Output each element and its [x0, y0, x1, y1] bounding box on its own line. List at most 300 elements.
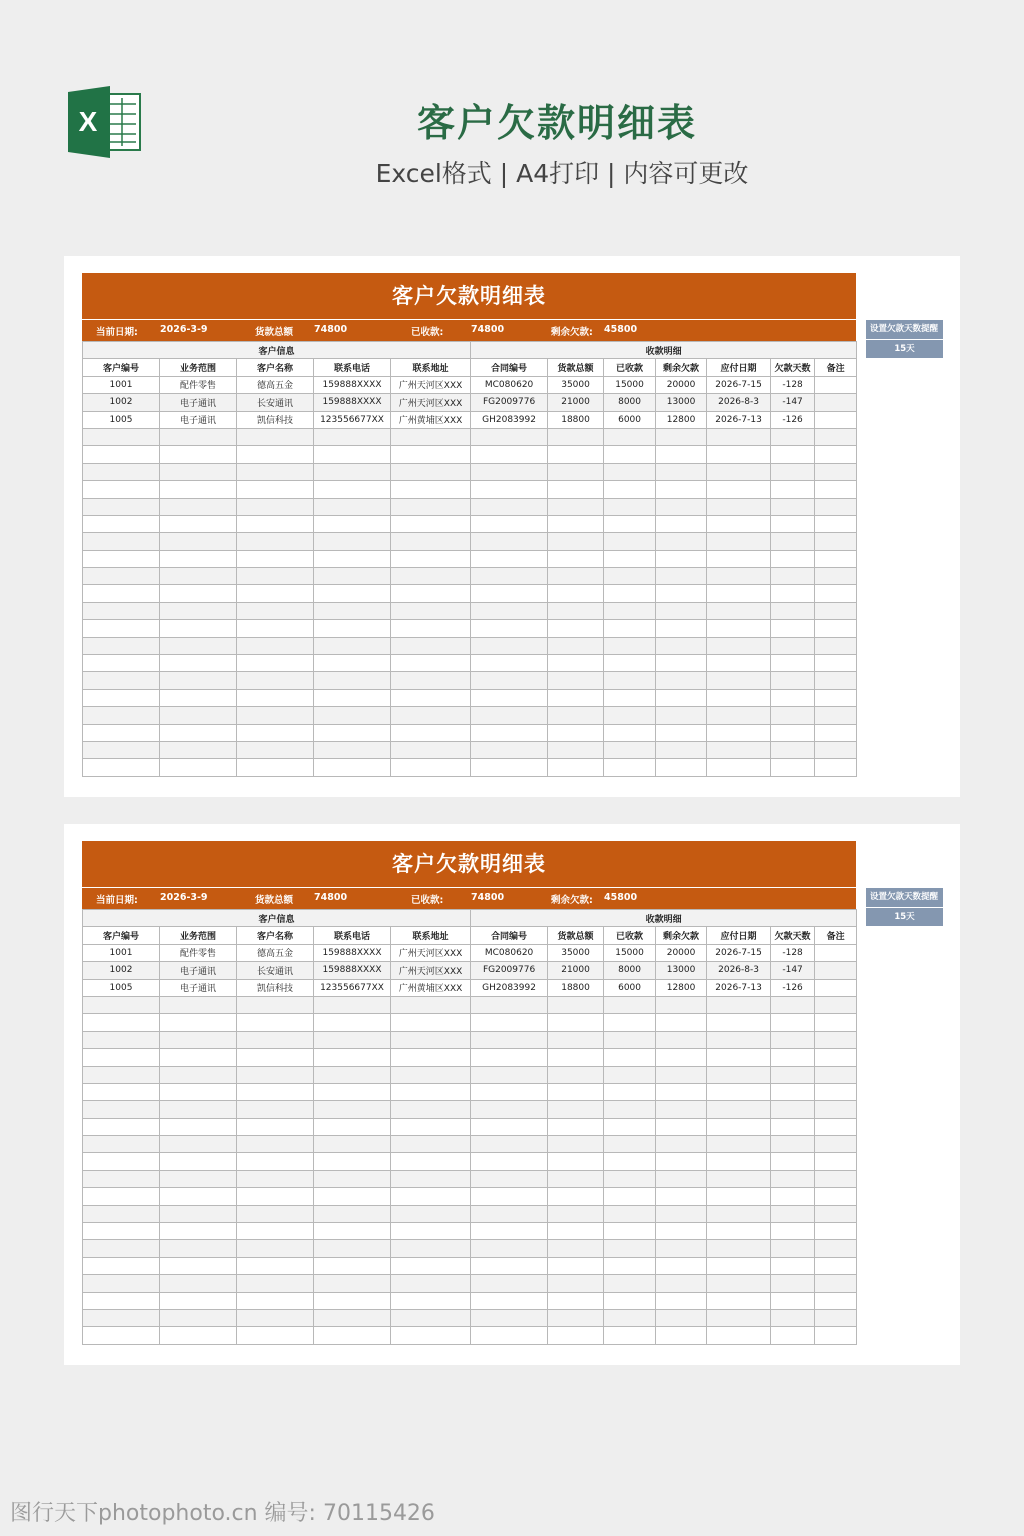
empty-cell[interactable]	[656, 1223, 707, 1240]
table-cell[interactable]	[815, 394, 857, 411]
empty-cell[interactable]	[604, 1327, 656, 1344]
empty-cell[interactable]	[237, 1257, 314, 1274]
empty-cell[interactable]	[604, 1240, 656, 1257]
empty-cell[interactable]	[471, 689, 548, 706]
empty-cell[interactable]	[314, 533, 391, 550]
empty-cell[interactable]	[604, 1223, 656, 1240]
empty-cell[interactable]	[656, 550, 707, 567]
empty-cell[interactable]	[471, 1205, 548, 1222]
empty-cell[interactable]	[83, 637, 160, 654]
empty-cell[interactable]	[707, 428, 771, 445]
empty-cell[interactable]	[237, 672, 314, 689]
empty-cell[interactable]	[237, 481, 314, 498]
empty-cell[interactable]	[83, 655, 160, 672]
empty-cell[interactable]	[771, 463, 815, 480]
empty-cell[interactable]	[815, 463, 857, 480]
empty-cell[interactable]	[815, 724, 857, 741]
empty-cell[interactable]	[604, 637, 656, 654]
empty-cell[interactable]	[160, 655, 237, 672]
empty-cell[interactable]	[548, 463, 604, 480]
empty-cell[interactable]	[160, 741, 237, 758]
empty-cell[interactable]	[604, 1083, 656, 1100]
empty-cell[interactable]	[237, 1083, 314, 1100]
table-cell[interactable]: 2026-7-13	[707, 411, 771, 428]
empty-cell[interactable]	[83, 585, 160, 602]
empty-cell[interactable]	[548, 1031, 604, 1048]
table-cell[interactable]: 20000	[656, 944, 707, 961]
empty-cell[interactable]	[771, 428, 815, 445]
empty-cell[interactable]	[471, 996, 548, 1013]
table-cell[interactable]: -128	[771, 944, 815, 961]
empty-cell[interactable]	[160, 672, 237, 689]
empty-cell[interactable]	[548, 1153, 604, 1170]
empty-cell[interactable]	[83, 1014, 160, 1031]
empty-cell[interactable]	[471, 1240, 548, 1257]
empty-cell[interactable]	[83, 672, 160, 689]
table-cell[interactable]: 21000	[548, 962, 604, 979]
empty-cell[interactable]	[237, 602, 314, 619]
empty-cell[interactable]	[604, 1188, 656, 1205]
table-cell[interactable]: 德高五金	[237, 376, 314, 393]
table-cell[interactable]: 凯信科技	[237, 979, 314, 996]
empty-cell[interactable]	[548, 1066, 604, 1083]
table-cell[interactable]: 123556677XX	[314, 979, 391, 996]
empty-cell[interactable]	[656, 1136, 707, 1153]
empty-cell[interactable]	[604, 585, 656, 602]
empty-cell[interactable]	[391, 1275, 471, 1292]
empty-cell[interactable]	[604, 463, 656, 480]
empty-cell[interactable]	[314, 655, 391, 672]
empty-cell[interactable]	[471, 759, 548, 776]
table-cell[interactable]: 1001	[83, 944, 160, 961]
empty-cell[interactable]	[391, 515, 471, 532]
empty-cell[interactable]	[391, 602, 471, 619]
empty-cell[interactable]	[548, 498, 604, 515]
empty-cell[interactable]	[656, 568, 707, 585]
empty-cell[interactable]	[314, 637, 391, 654]
empty-cell[interactable]	[707, 1170, 771, 1187]
empty-cell[interactable]	[471, 707, 548, 724]
table-cell[interactable]: 电子通讯	[160, 411, 237, 428]
table-cell[interactable]: 配件零售	[160, 376, 237, 393]
empty-cell[interactable]	[314, 1257, 391, 1274]
empty-cell[interactable]	[771, 741, 815, 758]
empty-cell[interactable]	[771, 996, 815, 1013]
empty-cell[interactable]	[771, 1257, 815, 1274]
empty-cell[interactable]	[314, 1049, 391, 1066]
empty-cell[interactable]	[771, 724, 815, 741]
table-cell[interactable]: 159888XXXX	[314, 944, 391, 961]
empty-cell[interactable]	[771, 481, 815, 498]
empty-cell[interactable]	[314, 996, 391, 1013]
empty-cell[interactable]	[548, 1101, 604, 1118]
empty-cell[interactable]	[314, 428, 391, 445]
empty-cell[interactable]	[707, 498, 771, 515]
empty-cell[interactable]	[160, 1136, 237, 1153]
table-cell[interactable]: 8000	[604, 962, 656, 979]
empty-cell[interactable]	[656, 689, 707, 706]
empty-cell[interactable]	[604, 741, 656, 758]
empty-cell[interactable]	[815, 533, 857, 550]
empty-cell[interactable]	[391, 1240, 471, 1257]
table-cell[interactable]: 8000	[604, 394, 656, 411]
table-cell[interactable]: 1005	[83, 979, 160, 996]
table-cell[interactable]: 长安通讯	[237, 394, 314, 411]
empty-cell[interactable]	[237, 620, 314, 637]
empty-cell[interactable]	[815, 620, 857, 637]
empty-cell[interactable]	[656, 1049, 707, 1066]
empty-cell[interactable]	[771, 550, 815, 567]
empty-cell[interactable]	[83, 1049, 160, 1066]
empty-cell[interactable]	[237, 533, 314, 550]
table-cell[interactable]: 20000	[656, 376, 707, 393]
empty-cell[interactable]	[237, 1136, 314, 1153]
empty-cell[interactable]	[548, 1049, 604, 1066]
empty-cell[interactable]	[237, 996, 314, 1013]
empty-cell[interactable]	[604, 1257, 656, 1274]
empty-cell[interactable]	[471, 602, 548, 619]
empty-cell[interactable]	[707, 1083, 771, 1100]
empty-cell[interactable]	[707, 602, 771, 619]
empty-cell[interactable]	[471, 463, 548, 480]
empty-cell[interactable]	[237, 463, 314, 480]
empty-cell[interactable]	[707, 996, 771, 1013]
empty-cell[interactable]	[604, 996, 656, 1013]
empty-cell[interactable]	[604, 1031, 656, 1048]
table-cell[interactable]: 长安通讯	[237, 962, 314, 979]
empty-cell[interactable]	[707, 1049, 771, 1066]
empty-cell[interactable]	[237, 1188, 314, 1205]
empty-cell[interactable]	[548, 1118, 604, 1135]
empty-cell[interactable]	[548, 1240, 604, 1257]
empty-cell[interactable]	[771, 759, 815, 776]
empty-cell[interactable]	[237, 1240, 314, 1257]
empty-cell[interactable]	[604, 1309, 656, 1326]
empty-cell[interactable]	[391, 655, 471, 672]
empty-cell[interactable]	[707, 759, 771, 776]
empty-cell[interactable]	[160, 585, 237, 602]
empty-cell[interactable]	[160, 1223, 237, 1240]
empty-cell[interactable]	[815, 498, 857, 515]
empty-cell[interactable]	[815, 481, 857, 498]
reminder-value[interactable]: 15天	[866, 339, 943, 358]
empty-cell[interactable]	[160, 533, 237, 550]
empty-cell[interactable]	[815, 602, 857, 619]
empty-cell[interactable]	[83, 602, 160, 619]
empty-cell[interactable]	[707, 585, 771, 602]
empty-cell[interactable]	[314, 724, 391, 741]
empty-cell[interactable]	[656, 515, 707, 532]
empty-cell[interactable]	[314, 1083, 391, 1100]
empty-cell[interactable]	[656, 1327, 707, 1344]
empty-cell[interactable]	[707, 550, 771, 567]
empty-cell[interactable]	[160, 1083, 237, 1100]
empty-cell[interactable]	[548, 1136, 604, 1153]
table-cell[interactable]	[815, 962, 857, 979]
empty-cell[interactable]	[314, 550, 391, 567]
table-cell[interactable]: 凯信科技	[237, 411, 314, 428]
empty-cell[interactable]	[83, 533, 160, 550]
empty-cell[interactable]	[83, 568, 160, 585]
empty-cell[interactable]	[707, 1292, 771, 1309]
empty-cell[interactable]	[707, 463, 771, 480]
empty-cell[interactable]	[237, 550, 314, 567]
empty-cell[interactable]	[237, 689, 314, 706]
empty-cell[interactable]	[548, 481, 604, 498]
empty-cell[interactable]	[471, 1223, 548, 1240]
empty-cell[interactable]	[83, 1188, 160, 1205]
table-cell[interactable]: 德高五金	[237, 944, 314, 961]
empty-cell[interactable]	[771, 1153, 815, 1170]
empty-cell[interactable]	[83, 1275, 160, 1292]
empty-cell[interactable]	[707, 672, 771, 689]
empty-cell[interactable]	[656, 1083, 707, 1100]
empty-cell[interactable]	[815, 428, 857, 445]
empty-cell[interactable]	[160, 1153, 237, 1170]
empty-cell[interactable]	[83, 689, 160, 706]
empty-cell[interactable]	[604, 1275, 656, 1292]
table-cell[interactable]	[815, 944, 857, 961]
empty-cell[interactable]	[771, 533, 815, 550]
empty-cell[interactable]	[707, 1309, 771, 1326]
empty-cell[interactable]	[548, 672, 604, 689]
empty-cell[interactable]	[815, 707, 857, 724]
empty-cell[interactable]	[471, 1031, 548, 1048]
empty-cell[interactable]	[314, 672, 391, 689]
empty-cell[interactable]	[471, 1292, 548, 1309]
empty-cell[interactable]	[391, 620, 471, 637]
empty-cell[interactable]	[237, 1205, 314, 1222]
empty-cell[interactable]	[237, 498, 314, 515]
empty-cell[interactable]	[391, 707, 471, 724]
empty-cell[interactable]	[548, 996, 604, 1013]
empty-cell[interactable]	[604, 672, 656, 689]
empty-cell[interactable]	[604, 655, 656, 672]
empty-cell[interactable]	[314, 1292, 391, 1309]
empty-cell[interactable]	[656, 655, 707, 672]
empty-cell[interactable]	[160, 1066, 237, 1083]
empty-cell[interactable]	[83, 1240, 160, 1257]
empty-cell[interactable]	[314, 585, 391, 602]
empty-cell[interactable]	[391, 1031, 471, 1048]
empty-cell[interactable]	[83, 1031, 160, 1048]
empty-cell[interactable]	[83, 1205, 160, 1222]
empty-cell[interactable]	[707, 1205, 771, 1222]
empty-cell[interactable]	[548, 1327, 604, 1344]
empty-cell[interactable]	[160, 1292, 237, 1309]
empty-cell[interactable]	[391, 1170, 471, 1187]
empty-cell[interactable]	[815, 568, 857, 585]
empty-cell[interactable]	[815, 446, 857, 463]
empty-cell[interactable]	[391, 1153, 471, 1170]
empty-cell[interactable]	[471, 1014, 548, 1031]
empty-cell[interactable]	[237, 446, 314, 463]
empty-cell[interactable]	[707, 1118, 771, 1135]
empty-cell[interactable]	[314, 1031, 391, 1048]
empty-cell[interactable]	[548, 620, 604, 637]
empty-cell[interactable]	[237, 1327, 314, 1344]
empty-cell[interactable]	[548, 689, 604, 706]
empty-cell[interactable]	[160, 1205, 237, 1222]
empty-cell[interactable]	[771, 655, 815, 672]
empty-cell[interactable]	[471, 1083, 548, 1100]
empty-cell[interactable]	[391, 689, 471, 706]
empty-cell[interactable]	[314, 602, 391, 619]
empty-cell[interactable]	[471, 655, 548, 672]
empty-cell[interactable]	[391, 1136, 471, 1153]
empty-cell[interactable]	[160, 1275, 237, 1292]
empty-cell[interactable]	[707, 1066, 771, 1083]
empty-cell[interactable]	[771, 620, 815, 637]
empty-cell[interactable]	[314, 689, 391, 706]
empty-cell[interactable]	[815, 1257, 857, 1274]
empty-cell[interactable]	[656, 637, 707, 654]
empty-cell[interactable]	[604, 1066, 656, 1083]
empty-cell[interactable]	[160, 1049, 237, 1066]
empty-cell[interactable]	[548, 1205, 604, 1222]
empty-cell[interactable]	[314, 568, 391, 585]
empty-cell[interactable]	[83, 463, 160, 480]
empty-cell[interactable]	[391, 672, 471, 689]
empty-cell[interactable]	[771, 1188, 815, 1205]
empty-cell[interactable]	[707, 515, 771, 532]
empty-cell[interactable]	[314, 1170, 391, 1187]
empty-cell[interactable]	[604, 1101, 656, 1118]
empty-cell[interactable]	[815, 1205, 857, 1222]
table-cell[interactable]: 13000	[656, 394, 707, 411]
table-cell[interactable]: 1001	[83, 376, 160, 393]
empty-cell[interactable]	[771, 1170, 815, 1187]
empty-cell[interactable]	[314, 1136, 391, 1153]
empty-cell[interactable]	[771, 1049, 815, 1066]
empty-cell[interactable]	[707, 1188, 771, 1205]
empty-cell[interactable]	[548, 568, 604, 585]
empty-cell[interactable]	[314, 1014, 391, 1031]
empty-cell[interactable]	[237, 707, 314, 724]
empty-cell[interactable]	[237, 741, 314, 758]
table-cell[interactable]: -128	[771, 376, 815, 393]
empty-cell[interactable]	[314, 481, 391, 498]
empty-cell[interactable]	[314, 1153, 391, 1170]
empty-cell[interactable]	[656, 1170, 707, 1187]
empty-cell[interactable]	[656, 446, 707, 463]
table-cell[interactable]: 35000	[548, 376, 604, 393]
empty-cell[interactable]	[604, 1118, 656, 1135]
empty-cell[interactable]	[548, 446, 604, 463]
table-cell[interactable]: FG2009776	[471, 394, 548, 411]
empty-cell[interactable]	[237, 759, 314, 776]
empty-cell[interactable]	[83, 1292, 160, 1309]
table-cell[interactable]: -126	[771, 979, 815, 996]
empty-cell[interactable]	[771, 1136, 815, 1153]
empty-cell[interactable]	[548, 1083, 604, 1100]
empty-cell[interactable]	[656, 1101, 707, 1118]
empty-cell[interactable]	[656, 1188, 707, 1205]
empty-cell[interactable]	[815, 637, 857, 654]
empty-cell[interactable]	[815, 1118, 857, 1135]
empty-cell[interactable]	[604, 428, 656, 445]
empty-cell[interactable]	[656, 620, 707, 637]
empty-cell[interactable]	[815, 672, 857, 689]
empty-cell[interactable]	[83, 481, 160, 498]
empty-cell[interactable]	[771, 602, 815, 619]
table-cell[interactable]: 123556677XX	[314, 411, 391, 428]
empty-cell[interactable]	[160, 1101, 237, 1118]
empty-cell[interactable]	[707, 707, 771, 724]
empty-cell[interactable]	[314, 620, 391, 637]
table-cell[interactable]: 电子通讯	[160, 962, 237, 979]
empty-cell[interactable]	[548, 741, 604, 758]
empty-cell[interactable]	[314, 707, 391, 724]
empty-cell[interactable]	[815, 1240, 857, 1257]
table-cell[interactable]	[815, 979, 857, 996]
empty-cell[interactable]	[815, 515, 857, 532]
empty-cell[interactable]	[314, 741, 391, 758]
empty-cell[interactable]	[237, 568, 314, 585]
empty-cell[interactable]	[83, 1066, 160, 1083]
empty-cell[interactable]	[314, 1223, 391, 1240]
empty-cell[interactable]	[391, 1257, 471, 1274]
empty-cell[interactable]	[707, 1240, 771, 1257]
table-cell[interactable]: FG2009776	[471, 962, 548, 979]
empty-cell[interactable]	[83, 1153, 160, 1170]
empty-cell[interactable]	[83, 1136, 160, 1153]
table-cell[interactable]: 配件零售	[160, 944, 237, 961]
empty-cell[interactable]	[83, 1223, 160, 1240]
empty-cell[interactable]	[391, 428, 471, 445]
empty-cell[interactable]	[815, 655, 857, 672]
empty-cell[interactable]	[707, 1223, 771, 1240]
empty-cell[interactable]	[771, 1101, 815, 1118]
empty-cell[interactable]	[656, 498, 707, 515]
table-cell[interactable]: 1002	[83, 394, 160, 411]
empty-cell[interactable]	[160, 550, 237, 567]
empty-cell[interactable]	[548, 655, 604, 672]
empty-cell[interactable]	[391, 463, 471, 480]
empty-cell[interactable]	[548, 602, 604, 619]
empty-cell[interactable]	[160, 1188, 237, 1205]
empty-cell[interactable]	[471, 446, 548, 463]
empty-cell[interactable]	[707, 1257, 771, 1274]
empty-cell[interactable]	[83, 446, 160, 463]
empty-cell[interactable]	[815, 1049, 857, 1066]
empty-cell[interactable]	[815, 1223, 857, 1240]
empty-cell[interactable]	[391, 1066, 471, 1083]
empty-cell[interactable]	[471, 1118, 548, 1135]
empty-cell[interactable]	[237, 585, 314, 602]
empty-cell[interactable]	[391, 481, 471, 498]
empty-cell[interactable]	[83, 741, 160, 758]
empty-cell[interactable]	[237, 1014, 314, 1031]
empty-cell[interactable]	[237, 655, 314, 672]
empty-cell[interactable]	[83, 620, 160, 637]
table-cell[interactable]	[815, 411, 857, 428]
empty-cell[interactable]	[237, 1153, 314, 1170]
table-cell[interactable]: 6000	[604, 979, 656, 996]
empty-cell[interactable]	[83, 1257, 160, 1274]
empty-cell[interactable]	[471, 1327, 548, 1344]
empty-cell[interactable]	[391, 1118, 471, 1135]
empty-cell[interactable]	[471, 1066, 548, 1083]
empty-cell[interactable]	[471, 637, 548, 654]
table-cell[interactable]: 6000	[604, 411, 656, 428]
empty-cell[interactable]	[471, 1101, 548, 1118]
empty-cell[interactable]	[237, 515, 314, 532]
empty-cell[interactable]	[83, 1118, 160, 1135]
empty-cell[interactable]	[707, 481, 771, 498]
empty-cell[interactable]	[548, 428, 604, 445]
empty-cell[interactable]	[160, 428, 237, 445]
